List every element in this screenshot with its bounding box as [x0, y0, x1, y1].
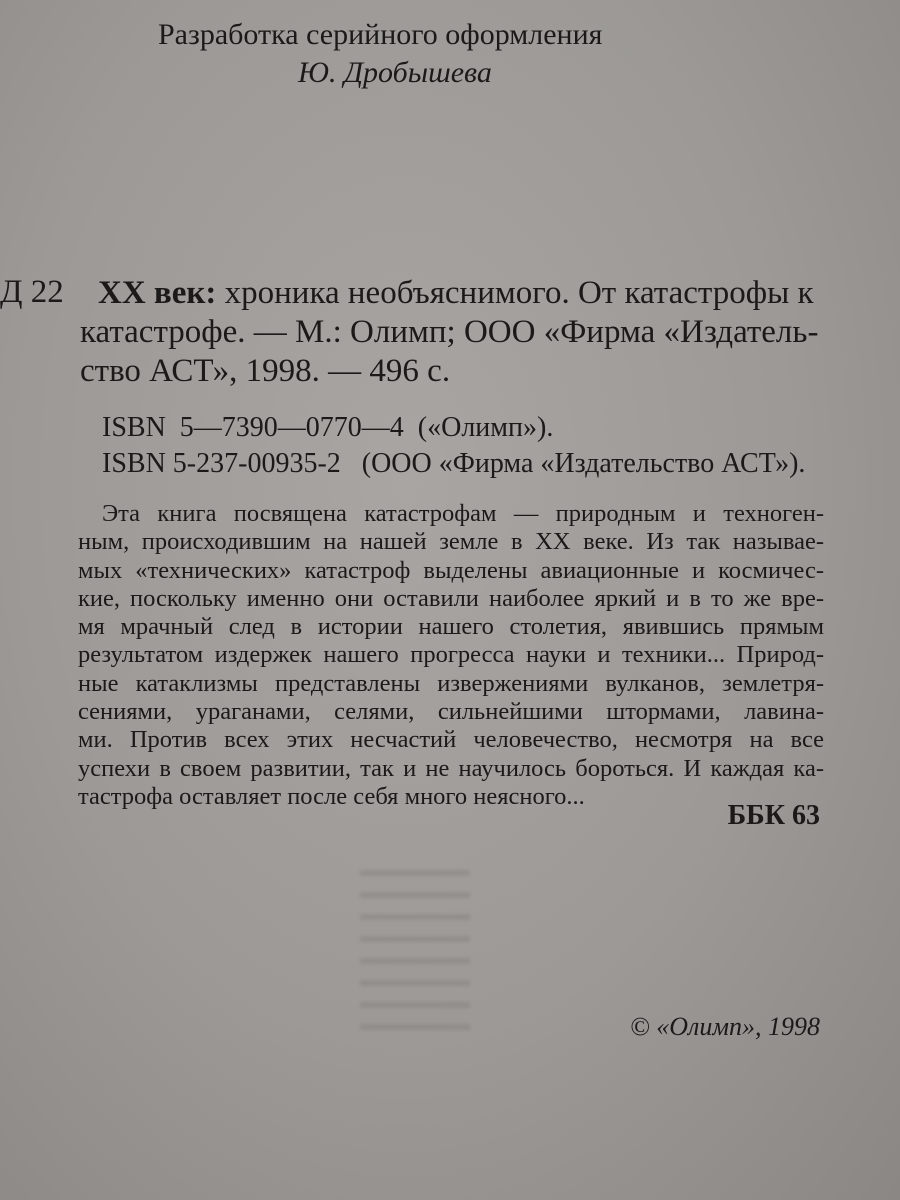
- catalog-record-line-3: ство АСТ», 1998. — 496 с.: [80, 353, 451, 389]
- design-credit-name: Ю. Дробышева: [298, 56, 492, 89]
- annotation-line: ми. Против всех этих несчастий человечество, несмотря на все: [78, 726, 824, 754]
- annotation-line: кие, поскольку именно они оставили наиболее яркий и в то же вре-: [78, 584, 824, 612]
- annotation-line: результатом издержек нашего прогресса науки и техники... Природ-: [78, 641, 824, 669]
- catalog-code: Д 22: [0, 274, 64, 310]
- isbn-olimp: ISBN 5—7390—0770—4 («Олимп»).: [102, 412, 554, 443]
- catalog-record-line-1: [80, 274, 840, 313]
- book-title-rest: хроника необъяснимого. От катастрофы к: [224, 275, 814, 311]
- annotation-line: мых «технических» катастроф выделены авиационные и космичес-: [78, 556, 824, 584]
- annotation-line: ные катаклизмы представлены извержениями вулканов, землетря-: [78, 669, 824, 697]
- annotation: [78, 500, 824, 811]
- annotation-line: мя мрачный след в истории нашего столетия, явившись прямым: [78, 613, 824, 641]
- annotation-line: тастрофа оставляет после себя много неясного...: [78, 782, 585, 810]
- annotation-line: успехи в своем развитии, так и не научилось бороться. И каждая ка-: [78, 754, 824, 782]
- design-credit-label: Разработка серийного оформления: [158, 18, 603, 51]
- book-title-bold: XX век:: [98, 275, 217, 311]
- isbn-ast: ISBN 5-237-00935-2 (ООО «Фирма «Издательство АСТ»).: [102, 448, 806, 479]
- show-through-print: [360, 860, 470, 1030]
- bbk-code: ББК 63: [727, 800, 820, 831]
- annotation-line: сениями, ураганами, селями, сильнейшими штормами, лавина-: [78, 698, 824, 726]
- annotation-line: Эта книга посвящена катастрофам — природным и техноген-: [102, 500, 824, 527]
- annotation-line: ным, происходившим на нашей земле в XX веке. Из так называе-: [78, 528, 824, 556]
- catalog-record: [80, 274, 840, 391]
- catalog-record-line-2: катастрофе. — М.: Олимп; ООО «Фирма «Издатель-: [80, 314, 819, 350]
- copyright-notice: © «Олимп», 1998: [630, 1012, 820, 1041]
